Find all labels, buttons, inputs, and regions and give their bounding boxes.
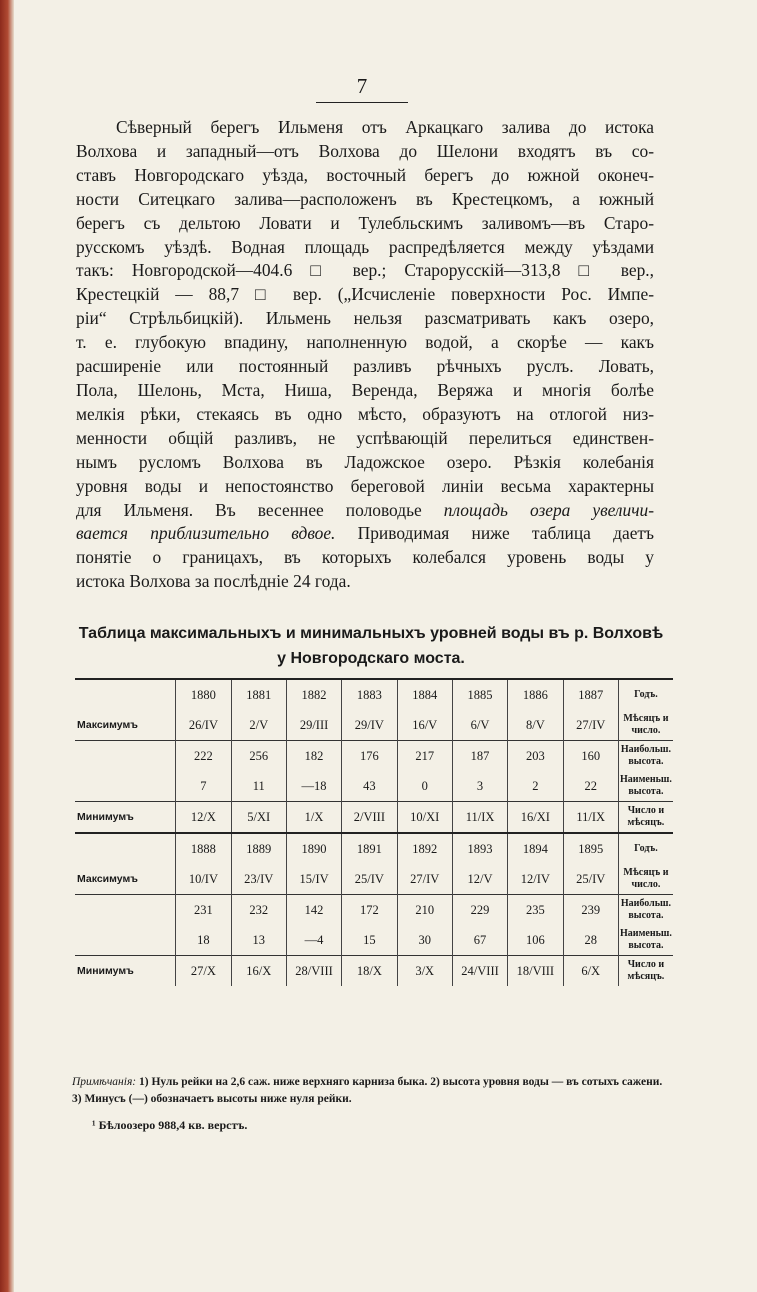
water-level-table (75, 678, 673, 986)
min-date-row (75, 956, 673, 987)
table-cell: 28 (563, 925, 618, 956)
table-cell: 1/X (286, 802, 341, 834)
row-group-label (75, 680, 176, 710)
table-cell: 2/V (231, 710, 286, 741)
table-cell: 3/X (397, 956, 452, 987)
table-cell: 29/III (286, 710, 341, 741)
row-descriptor: Число и мѣсяцъ. (618, 956, 673, 987)
paragraph-line: расширеніе или постоянный разливъ рѣчныхъ руслъ. Ловать, (76, 356, 654, 377)
table-cell: 1883 (342, 680, 397, 710)
table-cell: 12/X (176, 802, 231, 834)
table-cell: 160 (563, 741, 618, 772)
table-cell: 235 (508, 895, 563, 926)
table-cell: 67 (452, 925, 507, 956)
paragraph-line: Пола, Шелонь, Мста, Ниша, Веренда, Веряжа и многія болѣе (76, 379, 654, 400)
row-group-label: Максимумъ (77, 719, 138, 731)
table-cell: 1888 (176, 833, 231, 864)
table-cell: 1886 (508, 680, 563, 710)
table-cell: 1895 (563, 833, 618, 864)
page-number: 7 (316, 74, 408, 103)
row-group-label (75, 771, 176, 802)
table-cell: 22 (563, 771, 618, 802)
italic-emphasis: вается приблизительно вдвое. (76, 523, 336, 544)
paragraph-text: для Ильменя. Въ весеннее половодье (76, 499, 422, 520)
paragraph-line: истока Волхова за послѣдніе 24 года. (76, 571, 351, 592)
table-cell: 1890 (286, 833, 341, 864)
table-cell: 27/X (176, 956, 231, 987)
table-cell: 16/XI (508, 802, 563, 834)
table-cell: 6/X (563, 956, 618, 987)
levels-table (75, 680, 673, 986)
table-cell: 18/X (342, 956, 397, 987)
table-cell: 229 (452, 895, 507, 926)
table-cell: 1881 (231, 680, 286, 710)
table-cell: 0 (397, 771, 452, 802)
paragraph-line: нымъ русломъ Волхова въ Ладожское озеро. Рѣзкія колебанія (76, 451, 654, 472)
max-date-row (75, 710, 673, 741)
paragraph-line: понятіе о границахъ, въ которыхъ колебался уровень воды у (76, 547, 654, 568)
paragraph-line: берегъ съ дельтою Ловати и Тулебльскимъ заливомъ—въ Старо- (76, 212, 654, 233)
table-cell: 232 (231, 895, 286, 926)
table-cell: 172 (342, 895, 397, 926)
table-cell: 16/X (231, 956, 286, 987)
table-cell: 176 (342, 741, 397, 772)
paragraph-line: уровня воды и непостоянство береговой линіи весьма характерны (76, 475, 654, 496)
table-cell: 3 (452, 771, 507, 802)
min-date-row (75, 802, 673, 834)
table-cell: 23/IV (231, 864, 286, 895)
row-descriptor: Наибольш. высота. (618, 741, 673, 772)
page-footnote: ¹ Бѣлоозеро 988,4 кв. верстъ. (92, 1118, 248, 1132)
max-date-row (75, 864, 673, 895)
paragraph-line: русскомъ уѣздѣ. Водная площадь распредѣляется между уѣздами (76, 236, 654, 257)
paragraph-line: ріи“ Стрѣльбицкій). Ильмень нельзя разсматривать какъ озеро, (76, 308, 654, 329)
table-cell: 30 (397, 925, 452, 956)
year-row (75, 680, 673, 710)
book-spine-edge (0, 0, 14, 1292)
table-cell: 182 (286, 741, 341, 772)
paragraph-text: Приводимая ниже таблица даетъ (335, 523, 654, 544)
table-cell: 12/IV (508, 864, 563, 895)
paragraph-line: мелкія рѣки, стекаясь въ одно мѣсто, образуютъ на отлогой низ- (76, 403, 654, 424)
table-cell: 8/V (508, 710, 563, 741)
body-paragraph (76, 116, 654, 594)
paragraph-line-mixed (76, 499, 654, 523)
table-cell: 187 (452, 741, 507, 772)
row-descriptor: Наименьш. высота. (618, 925, 673, 956)
table-title-line: Таблица максимальныхъ и минимальныхъ уровней воды въ р. Волховѣ (78, 625, 664, 642)
row-group-label (75, 833, 176, 864)
row-descriptor: Мѣсяцъ и число. (618, 864, 673, 895)
table-cell: 25/IV (563, 864, 618, 895)
paragraph-line: такъ: Новгородской—404.6 □ вер.; Старорусскій—313,8 □ вер., (76, 260, 654, 281)
table-cell: 1894 (508, 833, 563, 864)
table-cell: 15 (342, 925, 397, 956)
notes-text: 1) Нуль рейки на 2,6 саж. ниже верхняго карниза быка. 2) высота уровня воды — въ сотыхъ сажени. 3) Минусъ (—) обозначаетъ высоты ниже нуля рейки. (72, 1076, 663, 1105)
table-cell: 222 (176, 741, 231, 772)
table-cell: 203 (508, 741, 563, 772)
row-descriptor: Мѣсяцъ и число. (618, 710, 673, 741)
table-cell: 142 (286, 895, 341, 926)
highest-row (75, 741, 673, 772)
paragraph-line: менности общій разливъ, не успѣвающій перелиться единствен- (76, 427, 654, 448)
table-cell: 13 (231, 925, 286, 956)
table-cell: 1887 (563, 680, 618, 710)
italic-emphasis: площадь озера увеличи- (443, 499, 654, 520)
row-descriptor: Наибольш. высота. (618, 895, 673, 926)
table-cell: 6/V (452, 710, 507, 741)
lowest-row (75, 925, 673, 956)
row-descriptor: Годъ. (618, 680, 673, 710)
table-cell: 2 (508, 771, 563, 802)
row-group-label (75, 741, 176, 772)
table-cell: 1884 (397, 680, 452, 710)
table-cell: 11 (231, 771, 286, 802)
row-group-label: Минимумъ (75, 802, 176, 834)
table-cell: 1893 (452, 833, 507, 864)
table-cell: 29/IV (342, 710, 397, 741)
table-cell: —18 (286, 771, 341, 802)
table-cell: 1892 (397, 833, 452, 864)
table-title (60, 621, 682, 671)
table-cell: 2/VIII (342, 802, 397, 834)
notes-lead: Примѣчанія: (72, 1076, 137, 1088)
paragraph-line: ставъ Новгородскаго уѣзда, восточный берегъ до южной оконеч- (76, 164, 654, 185)
table-cell: 5/XI (231, 802, 286, 834)
highest-row (75, 895, 673, 926)
table-cell: 231 (176, 895, 231, 926)
row-group-label: Минимумъ (75, 956, 176, 987)
row-descriptor: Число и мѣсяцъ. (618, 802, 673, 834)
table-cell: 16/V (397, 710, 452, 741)
row-group-label (75, 895, 176, 926)
row-group-label (75, 925, 176, 956)
table-cell: 1889 (231, 833, 286, 864)
paragraph-line: ности Ситецкаго залива—расположенъ въ Крестецкомъ, а южный (76, 188, 654, 209)
table-cell: 1882 (286, 680, 341, 710)
row-descriptor: Наименьш. высота. (618, 771, 673, 802)
table-cell: 18 (176, 925, 231, 956)
table-cell: 11/IX (563, 802, 618, 834)
table-cell: 28/VIII (286, 956, 341, 987)
table-cell: 239 (563, 895, 618, 926)
table-cell: 27/IV (397, 864, 452, 895)
paragraph-line: Крестецкій — 88,7 □ вер. („Исчисленіе поверхности Рос. Импе- (76, 284, 654, 305)
table-cell: 15/IV (286, 864, 341, 895)
table-cell: 1891 (342, 833, 397, 864)
table-cell: 7 (176, 771, 231, 802)
table-cell: 10/IV (176, 864, 231, 895)
row-group-label: Максимумъ (77, 873, 138, 885)
table-cell: 11/IX (452, 802, 507, 834)
paragraph-line-mixed (76, 522, 654, 546)
table-cell: 43 (342, 771, 397, 802)
table-cell: 1880 (176, 680, 231, 710)
table-cell: 106 (508, 925, 563, 956)
table-cell: 10/XI (397, 802, 452, 834)
table-cell: —4 (286, 925, 341, 956)
table-cell: 217 (397, 741, 452, 772)
table-cell: 25/IV (342, 864, 397, 895)
table-notes (72, 1074, 672, 1108)
table-cell: 12/V (452, 864, 507, 895)
table-cell: 26/IV (176, 710, 231, 741)
row-descriptor: Годъ. (618, 833, 673, 864)
table-title-line: у Новгородскаго моста. (277, 650, 465, 667)
table-cell: 18/VIII (508, 956, 563, 987)
table-cell: 210 (397, 895, 452, 926)
paragraph-line: т. е. глубокую впадину, наполненную водой, а скорѣе — какъ (76, 332, 654, 353)
lowest-row (75, 771, 673, 802)
table-cell: 24/VIII (452, 956, 507, 987)
table-cell: 27/IV (563, 710, 618, 741)
year-row (75, 833, 673, 864)
table-cell: 1885 (452, 680, 507, 710)
paragraph-line: Волхова и западный—отъ Волхова до Шелони входятъ въ со- (76, 140, 654, 161)
table-cell: 256 (231, 741, 286, 772)
paragraph-line: Сѣверный берегъ Ильменя отъ Аркацкаго залива до истока (116, 117, 654, 137)
